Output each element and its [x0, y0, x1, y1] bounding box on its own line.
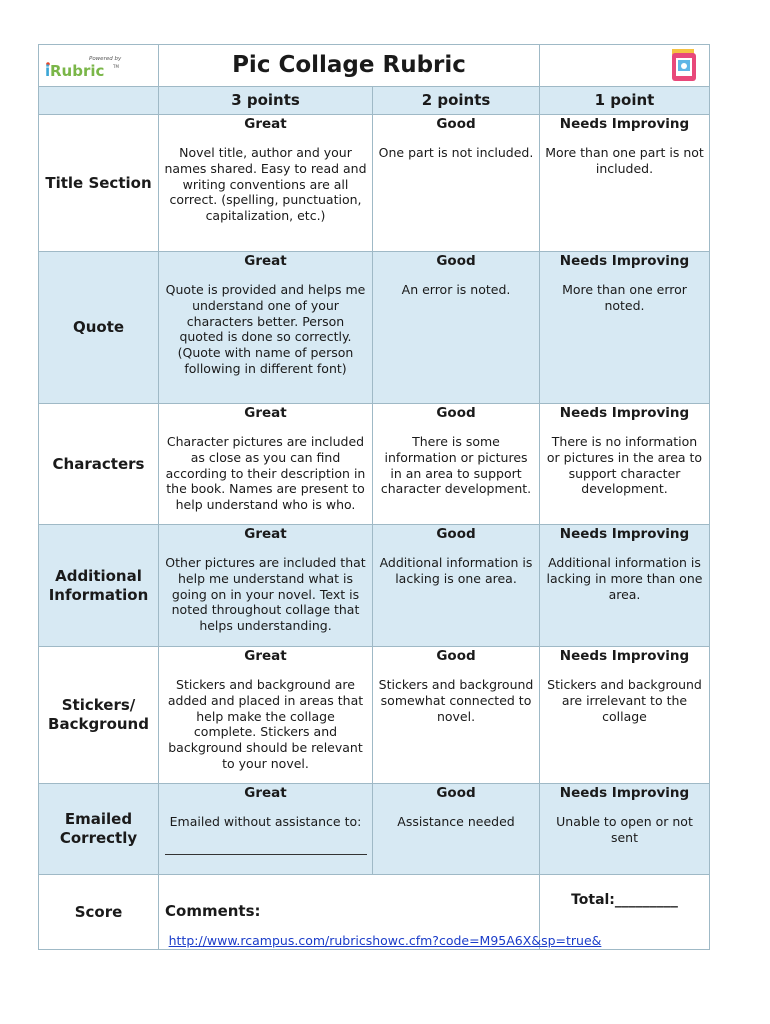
level-description: More than one part is not included.	[545, 145, 704, 176]
level-label: Needs Improving	[559, 116, 690, 132]
level-label: Needs Improving	[559, 648, 690, 664]
criterion-row	[39, 252, 710, 404]
corner-cell	[39, 87, 159, 115]
level-label: Great	[244, 526, 287, 542]
level-description: Character pictures are included as close as you can find according to their description in the book. Names are present to help understand who is who.	[165, 434, 366, 513]
level-label: Great	[244, 648, 287, 664]
column-header: 1 point	[540, 87, 710, 115]
level-label: Good	[436, 253, 476, 269]
level-description: There is no information or pictures in the area to support character development.	[546, 434, 703, 497]
level-label: Great	[244, 253, 287, 269]
rubric-url-link[interactable]: http://www.rcampus.com/rubricshowc.cfm?code=M95A6X&sp=true&	[168, 933, 602, 948]
criterion-label: Additional Information	[39, 525, 159, 647]
level-description: Quote is provided and helps me understand one of your characters better. Person quoted is done so correctly. (Quote with name of person following in different font)	[165, 282, 366, 376]
level-label: Good	[436, 526, 476, 542]
camera-icon	[669, 49, 699, 83]
logo-cell	[39, 45, 159, 87]
level-description: More than one error noted.	[562, 282, 687, 313]
level-description: Novel title, author and your names shared. Easy to read and writing conventions are all correct. (spelling, punctuation, capitalization, etc.)	[164, 145, 367, 224]
level-label: Good	[436, 785, 476, 801]
comments-label: Comments:	[159, 875, 540, 950]
email-blank-line	[165, 854, 367, 855]
level-label: Needs Improving	[559, 405, 690, 421]
level-description: Stickers and background are added and placed in areas that help make the collage complete. Stickers and background should be relevant to your novel.	[167, 677, 364, 771]
criterion-label: Quote	[39, 252, 159, 404]
criterion-row	[39, 525, 710, 647]
level-label: Needs Improving	[559, 253, 690, 269]
pic-collage-icon-cell	[540, 45, 710, 87]
level-description: Stickers and background are irrelevant to the collage	[547, 677, 702, 724]
criterion-row	[39, 115, 710, 252]
level-label: Good	[436, 405, 476, 421]
level-label: Great	[244, 116, 287, 132]
level-description: Additional information is lacking in more than one area.	[546, 555, 703, 602]
total-label: Total:_________	[540, 875, 710, 950]
level-label: Needs Improving	[559, 526, 690, 542]
column-header: 3 points	[159, 87, 373, 115]
level-label: Needs Improving	[559, 785, 690, 801]
level-description: There is some information or pictures in an area to support character development.	[380, 434, 532, 497]
criterion-row	[39, 404, 710, 525]
column-header: 2 points	[373, 87, 540, 115]
criterion-label: Characters	[39, 404, 159, 525]
level-label: Good	[436, 116, 476, 132]
level-description: Other pictures are included that help me understand what is going on in your novel. Text is noted throughout collage that helps understanding.	[165, 555, 366, 634]
criterion-row	[39, 784, 710, 875]
rubric-page	[38, 44, 709, 950]
criterion-row	[39, 647, 710, 784]
level-label: Great	[244, 785, 287, 801]
column-header-row	[39, 87, 710, 115]
page-title: Pic Collage Rubric	[159, 45, 540, 87]
svg-text:Powered by: Powered by	[89, 56, 122, 62]
level-description: Stickers and background somewhat connected to novel.	[378, 677, 534, 724]
svg-text:i: i	[45, 62, 51, 79]
score-label: Score	[39, 875, 159, 950]
level-description: One part is not included.	[378, 145, 534, 160]
criterion-label: Stickers/ Background	[39, 647, 159, 784]
level-description: An error is noted.	[401, 282, 511, 297]
rubric-table	[38, 44, 710, 950]
level-description: Emailed without assistance to:	[169, 814, 362, 829]
svg-text:Rubric: Rubric	[50, 62, 105, 79]
level-description: Assistance needed	[397, 814, 515, 829]
level-label: Great	[244, 405, 287, 421]
level-description: Additional information is lacking is one area.	[379, 555, 533, 586]
title-row	[39, 45, 710, 87]
criterion-label: Title Section	[39, 115, 159, 252]
level-description: Unable to open or not sent	[556, 814, 693, 845]
irubric-logo	[45, 53, 125, 79]
svg-text:TM: TM	[113, 64, 119, 69]
level-label: Good	[436, 648, 476, 664]
criterion-label: Emailed Correctly	[39, 784, 159, 875]
footer	[0, 933, 770, 948]
